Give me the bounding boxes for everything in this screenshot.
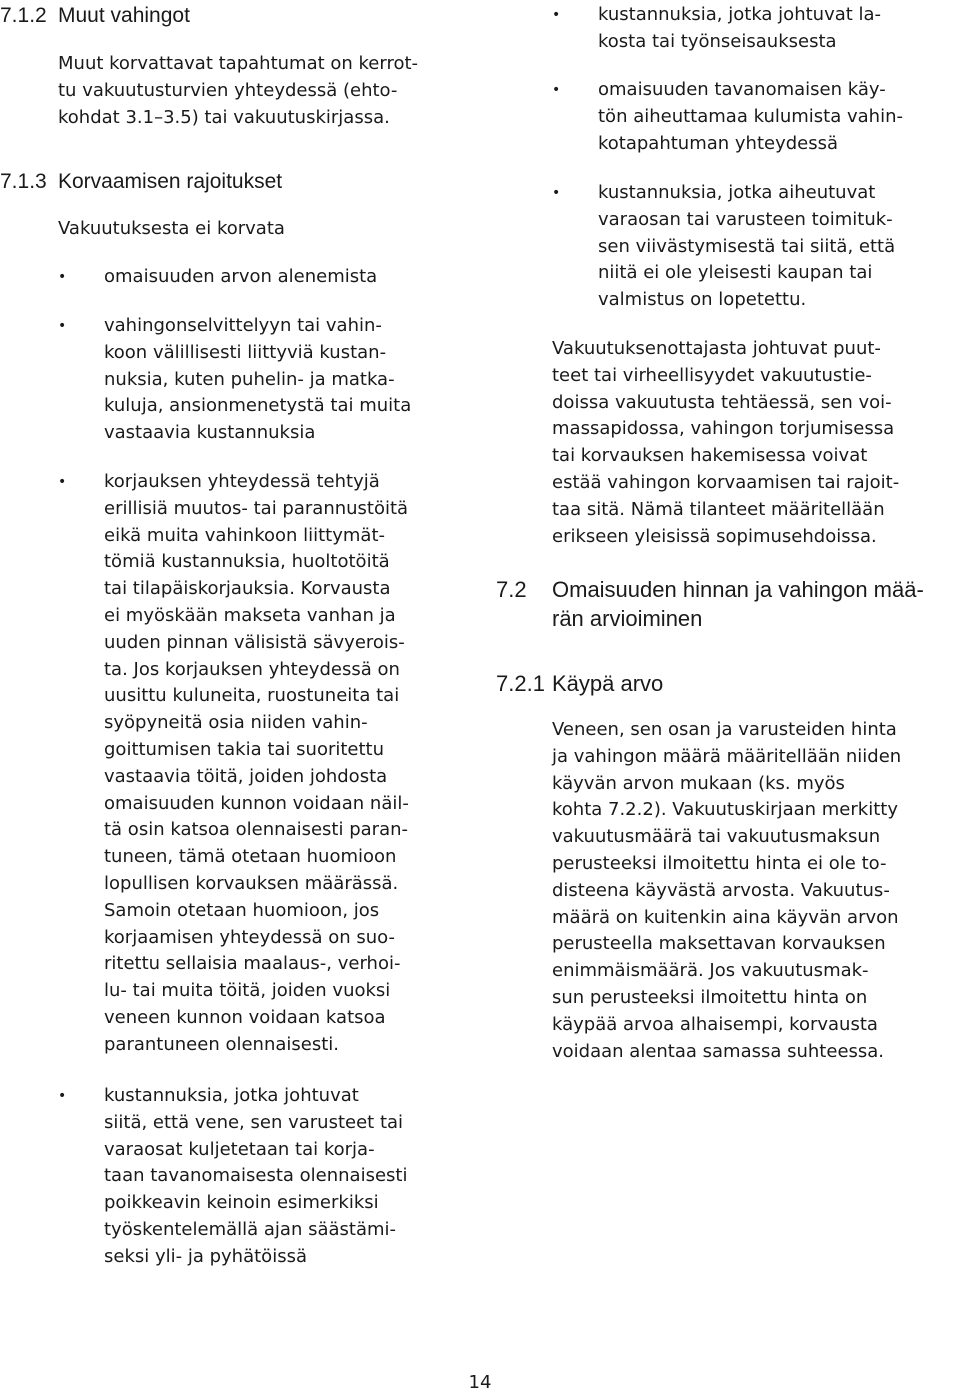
section-title: Käypä arvo [552,671,664,696]
bullet-icon: • [552,185,561,201]
bullet-icon: • [58,1088,67,1104]
right-paragraph: Vakuutuksenottajasta johtuvat puut- teet tai virheellisyydet vakuutustie- doissa vakuutusta tehtäessä, sen voi- massapidossa, vahingon torjumisessa tai korvauksen hakemisessa voivat estää vahingon korvaamisen tai rajoit- taa sitä. Nämä tilanteet määritellään erikseen yleisissä sopimusehdoissa. [552,338,900,547]
section-7-1-2-paragraph: Muut korvattavat tapahtumat on kerrot- tu vakuutusturvien yhteydessä (ehto- kohdat 3.1–3.5) tai vakuutuskirjassa. [58,53,419,128]
list-item-text: korjauksen yhteydessä tehtyjä erillisiä muutos- tai parannustöitä eikä muita vahinkoon liittymät- tömiä kustannuksia, huoltotöitä tai tilapäiskorjauksia. Korvausta ei myöskään makseta vanhan ja uuden pinnan välisistä sävyerois- ta. Jos korjauksen yhteydessä on uusittu kuluneita, ruostuneita tai syöpyneitä osia niiden vahin- goittumisen takia tai suoritettu vastaavia töitä, joiden johdosta omaisuuden kunnon voidaan näil- tä osin katsoa olennaisesti paran- tuneen, tämä otetaan huomioon lopullisen korvauksen määrässä. Samoin otetaan huomioon, jos korjaamisen yhteydessä on suo- ritettu sellaisia maalaus-, verhoi- lu- tai muita töitä, joiden vuoksi veneen kunnon voidaan katsoa parantuneen olennaisesti. [104,471,409,1055]
bullet-icon: • [58,318,67,334]
section-7-2-1-paragraph: Veneen, sen osan ja varusteiden hinta ja vahingon määrä määritellään niiden käyvän arvon mukaan (ks. myös kohta 7.2.2). Vakuutuskirjaan merkitty vakuutusmäärä tai vakuutusmaksun perusteeksi ilmoitettu hinta ei ole to- disteena käyvästä arvosta. Vakuutus- määrä on kuitenkin aina käyvän arvon perusteella maksettavan korvauksen enimmäismäärä. Jos vakuutusmak- sun perusteeksi ilmoitettu hinta on käypää arvoa alhaisempi, korvausta voidaan alentaa samassa suhteessa. [552,719,902,1062]
section-7-1-2-heading [0,2,190,29]
list-item-text: kustannuksia, jotka johtuvat la- kosta tai työnseisauksesta [598,4,882,52]
section-7-1-3-heading [0,168,282,195]
list-item-text: kustannuksia, jotka aiheutuvat varaosan tai varusteen toimituk- sen viivästymisestä tai siitä, että niitä ei ole yleisesti kaupan tai valmistus on lopetettu. [598,182,896,311]
bullet-icon: • [58,269,67,285]
bullet-icon: • [552,82,561,98]
bullet-icon: • [552,7,561,23]
section-number: 7.2.1 [496,671,545,696]
list-item-text: kustannuksia, jotka johtuvat siitä, että vene, sen varusteet tai varaosat kuljetetaan tai korja- taan tavanomaisesta olennaisesti poikkeavin keinoin esimerkiksi työskentelemällä ajan säästämi- seksi yli- ja pyhätöissä [104,1085,408,1267]
list-item-text: omaisuuden arvon alenemista [104,266,378,287]
section-number: 7.1.3 [0,170,47,193]
list-item-text: omaisuuden tavanomaisen käy- tön aiheuttamaa kulumista vahin- kotapahtuman yhteydessä [598,79,903,154]
bullet-icon: • [58,474,67,490]
section-number: 7.1.2 [0,4,47,27]
section-title: Korvaamisen rajoitukset [58,170,283,193]
section-7-2-heading [496,575,956,662]
page-number: 14 [468,1372,492,1393]
section-title: Muut vahingot [58,4,190,27]
section-7-1-3-intro: Vakuutuksesta ei korvata [58,218,285,239]
section-title: Omaisuuden hinnan ja vahingon mää- rän arvioiminen [552,577,924,631]
section-number: 7.2 [496,577,527,602]
list-item-text: vahingonselvittelyyn tai vahin- koon välillisesti liittyviä kustan- nuksia, kuten puhelin- ja matka- kuluja, ansionmenetystä tai muita vastaavia kustannuksia [104,315,412,444]
